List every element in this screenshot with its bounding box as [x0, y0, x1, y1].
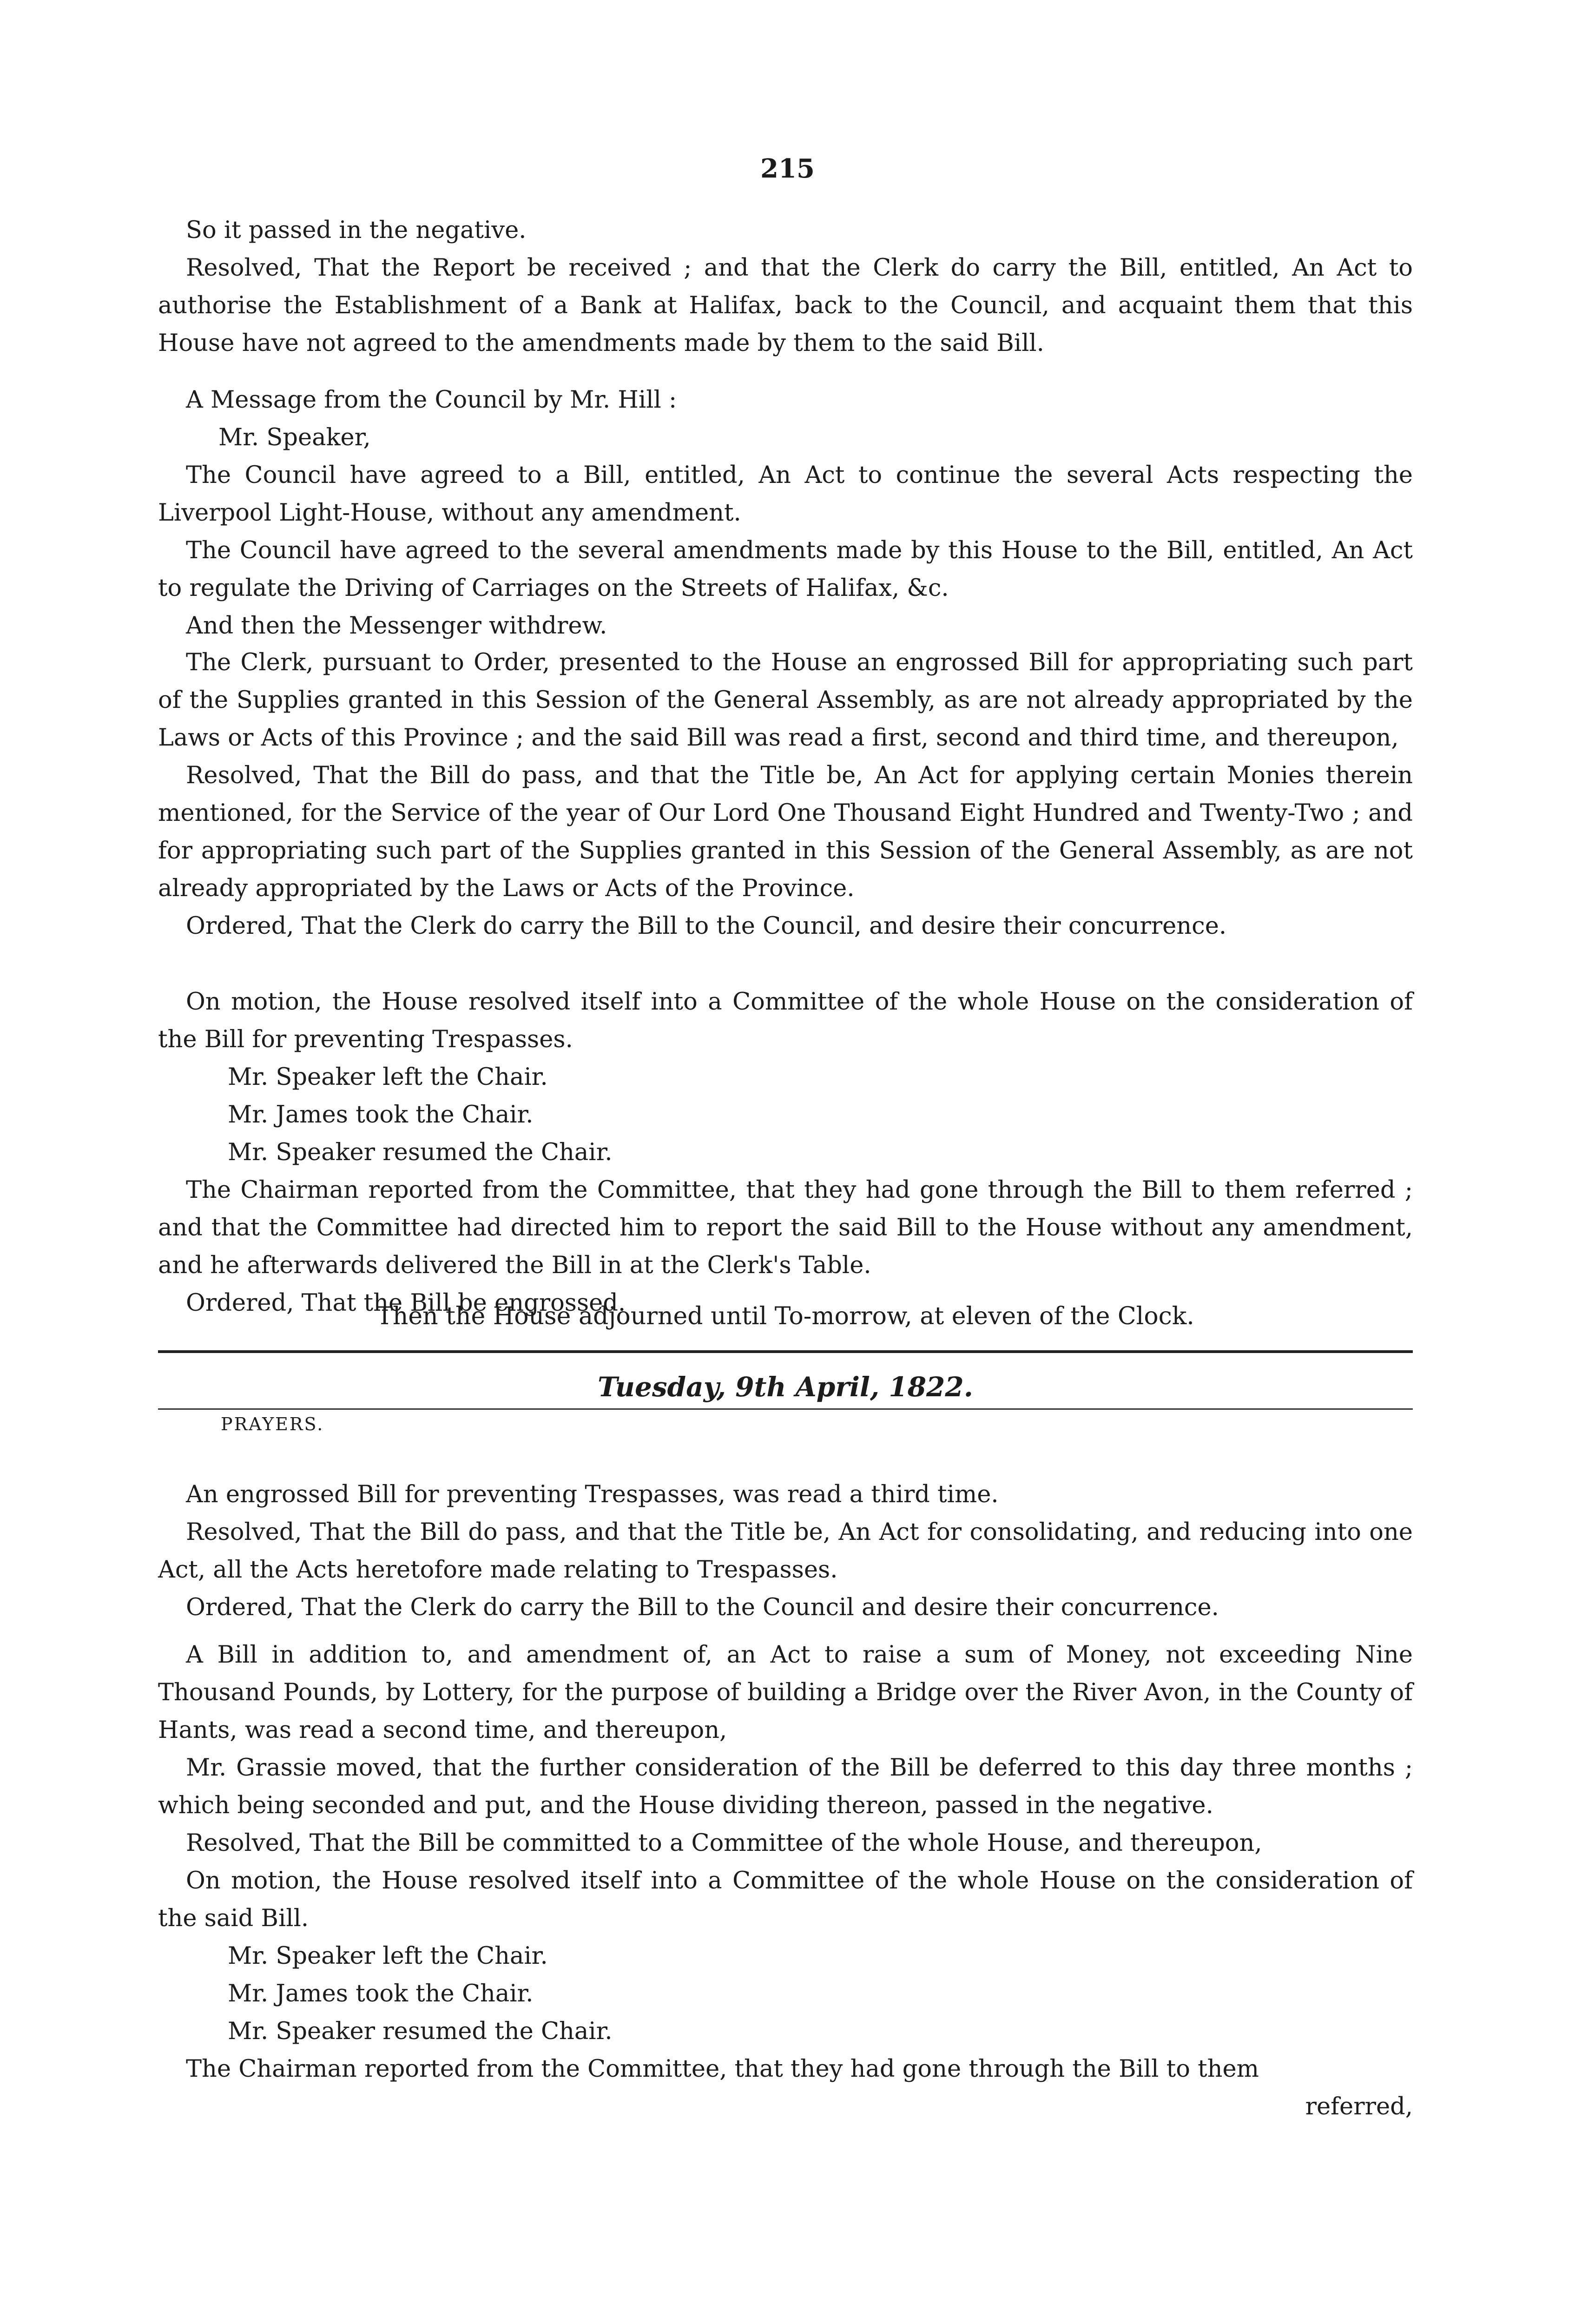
paragraph: So it passed in the negative. — [186, 217, 527, 244]
paragraph: Resolved, That the Report be received ; and that the Clerk do carry the Bill, entitled, An Act to authorise the Establishment of a Bank at Halifax, back to the Council, and acquaint them that this House have not agreed to the amendments made by them to the said Bill. — [158, 254, 1413, 357]
prayers-label: PRAYERS. — [221, 1414, 324, 1434]
paragraph: An engrossed Bill for preventing Trespasses, was read a third time. — [186, 1481, 999, 1508]
paragraph: The Council have agreed to the several amendments made by this House to the Bill, entitled, An Act to regulate the Driving of Carriages on the Streets of Halifax, &c. — [158, 537, 1413, 602]
adjournment-line: Then the House adjourned until To-morrow, at eleven of the Clock. — [376, 1302, 1194, 1330]
paragraph: The Chairman reported from the Committee, that they had gone through the Bill to them referred ; and that the Committee had directed him to report the said Bill to the House without any amendment, and he afterwards delivered the Bill in at the Clerk's Table. — [158, 1176, 1413, 1279]
paragraph: Mr. Speaker left the Chair. — [228, 1063, 548, 1091]
paragraph: Mr. Speaker resumed the Chair. — [228, 1139, 613, 1166]
paragraph: Mr. James took the Chair. — [228, 1101, 534, 1129]
section-supplies-bill — [158, 644, 1413, 945]
paragraph: The Council have agreed to a Bill, entitled, An Act to continue the several Acts respecting the Liverpool Light-House, without any amendment. — [158, 462, 1413, 527]
paragraph: Resolved, That the Bill do pass, and that the Title be, An Act for applying certain Monies therein mentioned, for the Service of the year of Our Lord One Thousand Eight Hundred and Twenty-Two ; and for appropriating such part of the Supplies granted in this Session of the General Assembly, as are not already appropriated by the Laws or Acts of the Province. — [158, 762, 1413, 902]
section-council-message — [158, 381, 1413, 645]
paragraph: A Message from the Council by Mr. Hill : — [186, 386, 677, 414]
section-avon-bridge-bill — [158, 1636, 1413, 2126]
catchword: referred, — [1305, 2093, 1413, 2120]
divider-rule — [158, 1408, 1413, 1410]
page-number: 215 — [760, 153, 815, 184]
paragraph: Mr. Speaker left the Chair. — [228, 1942, 548, 1970]
section-trespasses-third-reading — [158, 1476, 1413, 1626]
paragraph: Mr. Speaker, — [218, 424, 371, 451]
paragraph: The Chairman reported from the Committee, that they had gone through the Bill to them — [186, 2055, 1259, 2083]
paragraph: A Bill in addition to, and amendment of, an Act to raise a sum of Money, not exceeding Nine Thousand Pounds, by Lottery, for the purpose of building a Bridge over the River Avon, in the County of Hants, was read a second time, and thereupon, — [158, 1641, 1413, 1744]
divider-rule — [158, 1350, 1413, 1353]
paragraph: On motion, the House resolved itself into a Committee of the whole House on the consideration of the Bill for preventing Trespasses. — [158, 988, 1413, 1053]
paragraph: Ordered, That the Clerk do carry the Bill to the Council, and desire their concurrence. — [186, 912, 1227, 940]
paragraph: The Clerk, pursuant to Order, presented to the House an engrossed Bill for appropriating such part of the Supplies granted in this Session of the General Assembly, as are not already appropriated by the Laws or Acts of this Province ; and the said Bill was read a first, second and third time, and thereupon, — [158, 649, 1413, 752]
paragraph: Resolved, That the Bill be committed to a Committee of the whole House, and thereupon, — [186, 1829, 1262, 1857]
paragraph: Mr. Grassie moved, that the further consideration of the Bill be deferred to this day three months ; which being seconded and put, and the House dividing thereon, passed in the negative. — [158, 1754, 1413, 1819]
paragraph: Mr. Speaker resumed the Chair. — [228, 2018, 613, 2045]
paragraph: Resolved, That the Bill do pass, and that the Title be, An Act for consolidating, and reducing into one Act, all the Acts heretofore made relating to Trespasses. — [158, 1519, 1413, 1584]
paragraph: Ordered, That the Bill be engrossed. — [186, 1289, 626, 1317]
paragraph: Ordered, That the Clerk do carry the Bill to the Council and desire their concurrence. — [186, 1594, 1219, 1621]
section-negative-vote — [158, 211, 1413, 362]
paragraph: On motion, the House resolved itself into a Committee of the whole House on the consideration of the said Bill. — [158, 1867, 1413, 1932]
date-heading: Tuesday, 9th April, 1822. — [598, 1371, 973, 1403]
section-trespasses-committee — [158, 983, 1413, 1322]
paragraph: Mr. James took the Chair. — [228, 1980, 534, 2007]
paragraph: And then the Messenger withdrew. — [186, 612, 607, 640]
